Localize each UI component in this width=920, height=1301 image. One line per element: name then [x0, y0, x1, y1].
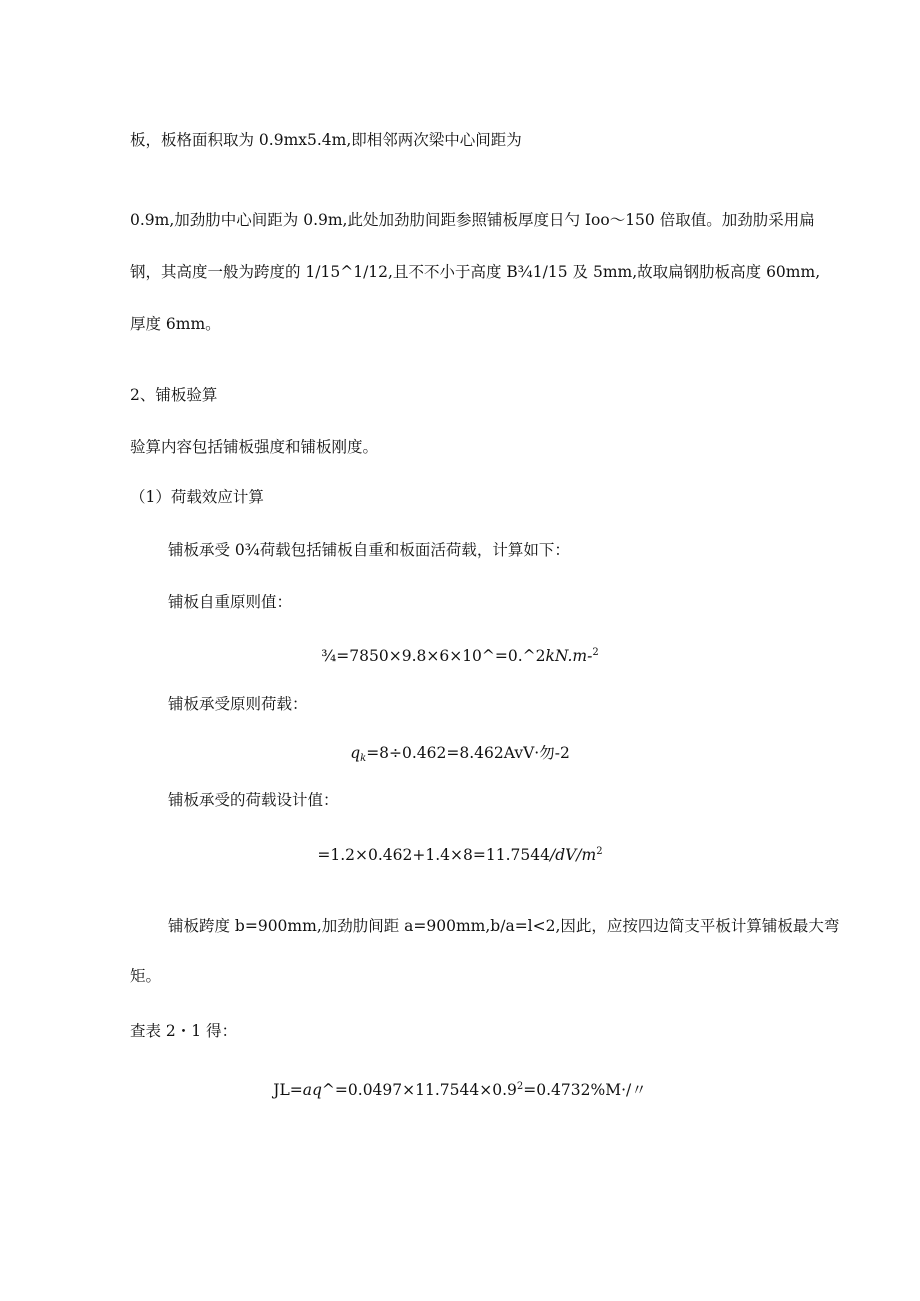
paragraph-line: 钢，其高度一般为跨度的 1/15^1/12,且不不小于高度 B¾1/15 及 5mm,故取扁钢肋板高度 60mm,	[130, 263, 821, 281]
paragraph-line: 查表 2・1 得：	[130, 1022, 238, 1040]
paragraph-line: 铺板承受原则荷载：	[168, 695, 308, 713]
paragraph-line: 矩。	[130, 967, 162, 985]
formula-exponent: 2	[596, 846, 603, 857]
formula-unit: kN.m-	[545, 647, 593, 665]
formula-standard-load	[0, 743, 920, 769]
formula-design-load	[0, 842, 920, 865]
formula-exponent: 2	[516, 1081, 524, 1092]
formula-text: =0.0497×11.7544×0.9	[334, 1081, 517, 1099]
formula-text: =1.2×0.462+1.4×8=11.7544	[317, 846, 550, 864]
formula-text: JL=	[273, 1081, 303, 1099]
formula-text: ¾=7850×9.8×6×10^=0.^2	[321, 647, 546, 665]
formula-text: =8÷0.462=8.462AvV·勿-2	[366, 744, 570, 762]
paragraph-line: 厚度 6mm。	[130, 315, 221, 333]
subsection-heading: （1）荷载效应计算	[130, 488, 264, 506]
formula-exponent: 2	[592, 647, 599, 658]
formula-symbol: q	[350, 744, 361, 762]
section-heading: 2、铺板验算	[130, 386, 218, 404]
formula-subscript: k	[360, 753, 367, 764]
paragraph-line: 铺板承受的荷载设计值：	[168, 791, 339, 809]
formula-symbol: aq^	[302, 1081, 335, 1099]
paragraph-line: 验算内容包括铺板强度和铺板刚度。	[130, 438, 379, 456]
formula-text: =0.4732%M·/〃	[523, 1081, 647, 1099]
paragraph-line: 铺板承受 0¾荷载包括铺板自重和板面活荷载，计算如下：	[168, 541, 570, 559]
paragraph-line: 板，板格面积取为 0.9mx5.4m,即相邻两次梁中心间距为	[130, 131, 522, 149]
formula-self-weight	[0, 643, 920, 666]
formula-max-moment	[0, 1077, 920, 1100]
paragraph-line: 0.9m,加劲肋中心间距为 0.9m,此处加劲肋间距参照铺板厚度日勺 Ioo～150 倍取值。加劲肋采用扁	[130, 211, 815, 229]
formula-unit: /dV/m	[549, 846, 597, 864]
paragraph-line: 铺板自重原则值：	[168, 593, 293, 611]
paragraph-line: 铺板跨度 b=900mm,加劲肋间距 a=900mm,b∕a=l<2,因此，应按四边简支平板计算铺板最大弯	[168, 917, 840, 935]
